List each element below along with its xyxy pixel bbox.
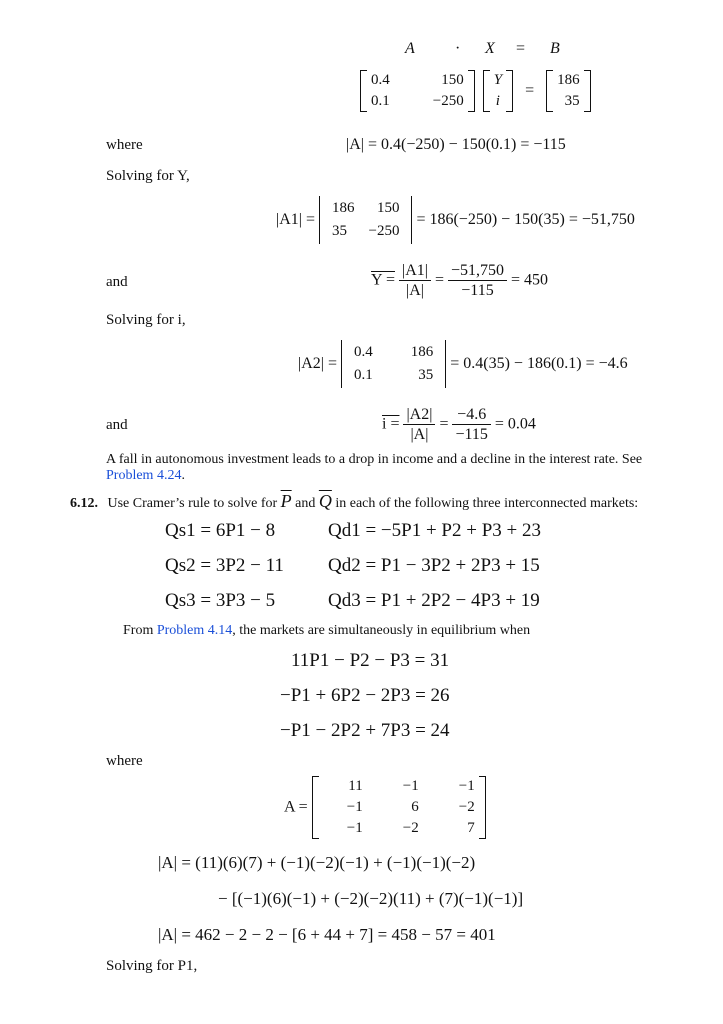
det-A-equation: |A| = 0.4(−250) − 150(0.1) = −115 [346, 136, 566, 153]
solving-i-label: Solving for i, [106, 312, 186, 328]
label-dot: · [455, 40, 461, 57]
Ybar-den1: |A| [405, 282, 424, 299]
label-X: X [485, 40, 495, 57]
detA-line-3: |A| = 462 − 2 − 2 − [6 + 44 + 7] = 458 − 57 = 401 [158, 925, 496, 944]
vX-0: Y [493, 72, 503, 88]
matrix-A3-row [284, 776, 486, 839]
problem-text-1: Use Cramer’s rule to solve for [107, 496, 278, 511]
solving-Y-label: Solving for Y, [106, 168, 190, 184]
ibar-eq: = [439, 415, 449, 433]
ibar-num2: −4.6 [452, 405, 490, 425]
solving-P1-label: Solving for P1, [106, 958, 198, 974]
A1-11: −250 [368, 223, 400, 239]
demand-eq-3: Qd3 = P1 + 2P2 − 4P3 + 19 [328, 590, 540, 611]
supply-eq-3: Qs3 = 3P3 − 5 [165, 590, 276, 611]
ibar-den2: −115 [455, 426, 488, 443]
A3-01: −1 [402, 778, 419, 794]
problem-number: 6.12. [70, 496, 98, 511]
A3-21: −2 [402, 820, 419, 836]
A2-result: = 0.4(35) − 186(0.1) = −4.6 [450, 355, 628, 372]
vector-B [546, 70, 591, 112]
A1-matrix [319, 196, 412, 244]
problem-statement [70, 491, 638, 512]
A3-22: 7 [467, 820, 475, 836]
A3-label: A = [284, 798, 308, 816]
A3-00: 11 [348, 778, 363, 794]
matrix-equals: = [525, 82, 535, 99]
label-eq: = [516, 40, 526, 57]
from-pre: From [123, 623, 154, 638]
vB-0: 186 [557, 72, 580, 88]
matrix-A [360, 70, 475, 112]
vector-X [483, 70, 513, 112]
A2-11: 35 [418, 367, 434, 383]
problem-and: and [295, 496, 316, 511]
matrix-equation [360, 70, 591, 112]
A3-02: −1 [458, 778, 475, 794]
vB-1: 35 [564, 93, 580, 109]
label-A: A [405, 40, 415, 57]
matrix-A3 [312, 776, 486, 839]
A3-12: −2 [458, 799, 475, 815]
A2-10: 0.1 [353, 367, 373, 383]
Ybar-lhs: Y = [371, 271, 395, 289]
and-label-1: and [106, 274, 128, 290]
detA-line-2: − [(−1)(6)(−1) + (−2)(−2)(11) + (7)(−1)(−1)] [218, 889, 524, 908]
vX-1: i [495, 93, 500, 109]
A1-result: = 186(−250) − 150(35) = −51,750 [416, 211, 635, 228]
where-label: where [106, 137, 143, 153]
ibar-result: = 0.04 [494, 415, 536, 433]
A1-01: 150 [376, 200, 400, 216]
A3-11: 6 [411, 799, 419, 815]
A2-01: 186 [410, 344, 434, 360]
Ybar-num1: |A1| [399, 261, 431, 281]
system-eq-3: −P1 − 2P2 + 7P3 = 24 [280, 720, 450, 741]
from-post: , the markets are simultaneously in equilibrium when [232, 623, 531, 638]
system-eq-1: 11P1 − P2 − P3 = 31 [291, 650, 450, 671]
A1-determinant-row [276, 196, 635, 244]
conclusion-text: A fall in autonomous investment leads to a drop in income and a decline in the interest rate. See [106, 452, 643, 467]
mA-00: 0.4 [371, 72, 390, 88]
Ybar-den2: −115 [461, 282, 494, 299]
ibar-lhs: i = [382, 415, 400, 433]
A1-10: 35 [331, 223, 347, 239]
A1-00: 186 [331, 200, 355, 216]
A1-label: |A1| = [276, 211, 315, 228]
A2-00: 0.4 [353, 344, 373, 360]
demand-eq-2: Qd2 = P1 − 3P2 + 2P3 + 15 [328, 555, 540, 576]
mA-01: 150 [441, 72, 464, 88]
supply-eq-2: Qs2 = 3P2 − 11 [165, 555, 284, 576]
Ybar-num2: −51,750 [448, 261, 507, 281]
A2-determinant-row [298, 340, 628, 388]
conclusion-paragraph [106, 452, 646, 484]
problem-P-bar: $\overline{P}$ [280, 491, 292, 511]
A2-label: |A2| = [298, 355, 337, 372]
from-paragraph [123, 623, 530, 639]
A3-10: −1 [346, 799, 363, 815]
Ybar-equation [371, 261, 548, 300]
problem-text-2: in each of the following three interconnected markets: [335, 496, 639, 511]
supply-eq-1: Qs1 = 6P1 − 8 [165, 520, 276, 541]
where-label-2: where [106, 753, 143, 769]
ibar-den1: |A| [410, 426, 429, 443]
detA-line-1: |A| = (11)(6)(7) + (−1)(−2)(−1) + (−1)(−1)(−2) [158, 853, 476, 872]
A3-20: −1 [346, 820, 363, 836]
problem-4-14-link[interactable]: Problem 4.14 [156, 623, 233, 638]
conclusion-period: . [181, 468, 185, 483]
problem-4-24-link[interactable]: Problem 4.24 [106, 468, 182, 483]
ibar-num1: |A2| [403, 405, 435, 425]
mA-10: 0.1 [371, 93, 390, 109]
system-eq-2: −P1 + 6P2 − 2P3 = 26 [280, 685, 450, 706]
demand-eq-1: Qd1 = −5P1 + P2 + P3 + 23 [328, 520, 541, 541]
Ybar-eq: = [434, 271, 444, 289]
A2-matrix [341, 340, 446, 388]
problem-Q-bar: $\overline{Q}$ [318, 491, 332, 511]
mA-11: −250 [432, 93, 464, 109]
label-B: B [550, 40, 560, 57]
ibar-equation [382, 405, 536, 444]
Ybar-result: = 450 [511, 271, 549, 289]
and-label-2: and [106, 417, 128, 433]
